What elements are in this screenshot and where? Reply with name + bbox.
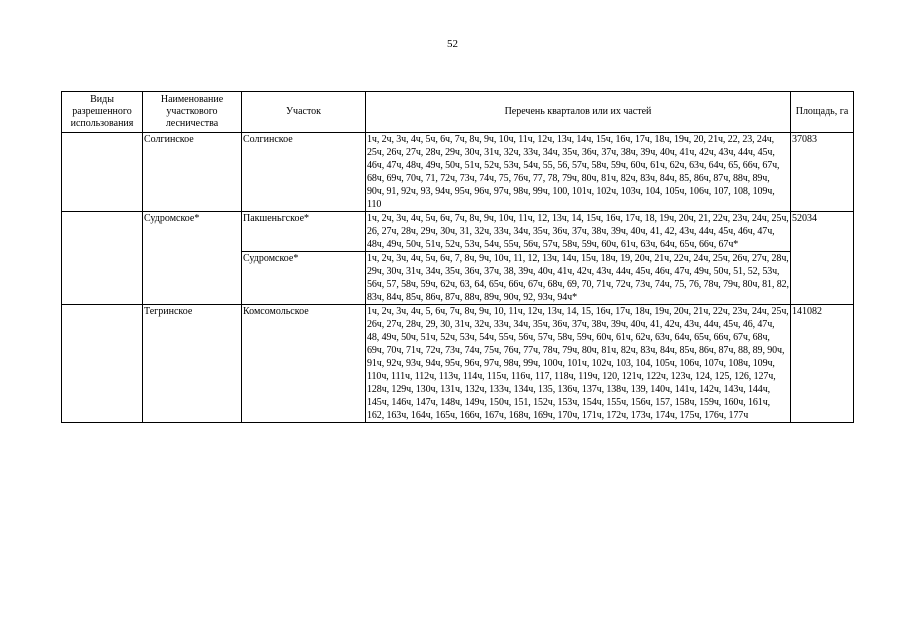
cell-area: 37083 bbox=[791, 133, 854, 212]
cell-quarters: 1ч, 2ч, 3ч, 4ч, 5, 6ч, 7ч, 8ч, 9ч, 10, 11ч, 12ч, 13ч, 14, 15, 16ч, 17ч, 18ч, 19ч, 20ч, 21ч, 22ч, 23ч, 24ч, 25ч, 26ч, 27ч, 28ч, 29, 30, 31ч, 32ч, 33ч, 34ч, 35ч, 36ч, 37ч, 38ч, 39ч, 40ч, 41, 42ч, 43ч, 44ч, 45ч, 46, 47ч, 48, 49ч, 50ч, 51ч, 52ч, 53ч, 54ч, 55ч, 56ч, 57ч, 58ч, 59ч, 60ч, 61ч, 62ч, 63ч, 64ч, 65ч, 66ч, 67ч, 68ч, 69ч, 70ч, 71ч, 72ч, 73ч, 74ч, 75ч, 76ч, 77ч, 78ч, 79ч, 80ч, 81ч, 82ч, 83ч, 84ч, 85ч, 86ч, 87ч, 88, 89, 90ч, 91ч, 92ч, 93ч, 94ч, 95ч, 96ч, 97ч, 98ч, 99ч, 100ч, 101ч, 102ч, 103, 104, 105ч, 106ч, 107ч, 108ч, 109ч, 110ч, 111ч, 112ч, 113ч, 114ч, 115ч, 116ч, 117, 118ч, 119ч, 120, 121ч, 122ч, 123ч, 124, 125, 126, 127ч, 128ч, 129ч, 130ч, 131ч, 132ч, 133ч, 134ч, 135, 136ч, 137ч, 138ч, 139, 140ч, 141ч, 142ч, 143ч, 144ч, 145ч, 146ч, 147ч, 148ч, 149ч, 150ч, 151, 152ч, 153ч, 154ч, 155ч, 156ч, 157, 158ч, 159ч, 160ч, 161ч, 162, 163ч, 164ч, 165ч, 166ч, 167ч, 168ч, 169ч, 170ч, 171ч, 172ч, 173ч, 174ч, 175ч, 176ч, 177ч bbox=[367, 306, 789, 421]
cell-quarters: 1ч, 2ч, 3ч, 4ч, 5ч, 6ч, 7ч, 8ч, 9ч, 10ч, 11ч, 12ч, 13ч, 14ч, 15ч, 16ч, 17ч, 18ч, 19ч, 20, 21ч, 22, 23, 24ч, 25ч, 26ч, 27ч, 28ч, 29ч, 30ч, 31ч, 32ч, 33ч, 34ч, 35ч, 36ч, 37ч, 38ч, 39ч, 40ч, 41ч, 42ч, 43ч, 44ч, 45ч, 46ч, 47ч, 48ч, 49ч, 50ч, 51ч, 52ч, 53ч, 54ч, 55, 56, 57ч, 58ч, 59ч, 60ч, 61ч, 62ч, 63ч, 64ч, 65, 66ч, 67ч, 68ч, 69ч, 70ч, 71, 72ч, 73ч, 74ч, 75, 76ч, 77, 78, 79ч, 80ч, 81ч, 82ч, 83ч, 84ч, 85, 86ч, 87ч, 88ч, 89ч, 90ч, 91, 92ч, 93, 94ч, 95ч, 96ч, 97ч, 98ч, 99ч, 100, 101ч, 102ч, 103ч, 104, 105ч, 106ч, 107, 108, 109ч, 110 bbox=[366, 133, 791, 212]
cell-usage bbox=[62, 305, 143, 423]
cell-section: Солгинское bbox=[242, 133, 366, 212]
header-section: Участок bbox=[242, 92, 366, 133]
table-row bbox=[62, 212, 854, 252]
cell-forestry: Судромское* bbox=[143, 212, 242, 305]
header-forestry-name: Наименование участкового лесничества bbox=[143, 92, 242, 133]
cell-section: Судромское* bbox=[242, 252, 366, 305]
cell-forestry: Тегринское bbox=[143, 305, 242, 423]
cell-section: Комсомольское bbox=[242, 305, 366, 423]
cell-section: Пакшеньгское* bbox=[242, 212, 366, 252]
table-row bbox=[62, 305, 854, 423]
header-usage-type: Виды разрешенного использования bbox=[62, 92, 143, 133]
cell-area: 141082 bbox=[791, 305, 854, 423]
header-area: Площадь, га bbox=[791, 92, 854, 133]
header-quarters-list: Перечень кварталов или их частей bbox=[366, 92, 791, 133]
cell-area: 52034 bbox=[791, 212, 854, 305]
table-header-row bbox=[62, 92, 854, 133]
table-row bbox=[62, 133, 854, 212]
cell-usage bbox=[62, 133, 143, 212]
cell-usage bbox=[62, 212, 143, 305]
cell-quarters: 1ч, 2ч, 3ч, 4ч, 5ч, 6ч, 7, 8ч, 9ч, 10ч, 11, 12, 13ч, 14ч, 15ч, 18ч, 19, 20ч, 21ч, 22ч, 24ч, 25ч, 26ч, 27ч, 28ч, 29ч, 30ч, 31ч, 34ч, 35ч, 36ч, 37ч, 38, 39ч, 40ч, 41ч, 42ч, 43ч, 44ч, 45ч, 46ч, 47ч, 49ч, 50ч, 51, 52, 53ч, 56ч, 57, 58ч, 59ч, 62ч, 63, 64, 65ч, 66ч, 67ч, 68ч, 69, 70, 71ч, 72ч, 73ч, 74ч, 75, 76, 78ч, 79ч, 80ч, 81, 82, 83ч, 84ч, 85ч, 86ч, 87ч, 88ч, 89ч, 90ч, 92, 93ч, 94ч* bbox=[367, 253, 789, 303]
page-number: 52 bbox=[447, 38, 458, 50]
cell-forestry: Солгинское bbox=[143, 133, 242, 212]
quarters-table bbox=[61, 91, 854, 423]
cell-quarters: 1ч, 2ч, 3ч, 4ч, 5ч, 6ч, 7ч, 8ч, 9ч, 10ч, 11ч, 12, 13ч, 14, 15ч, 16ч, 17ч, 18, 19ч, 20ч, 21, 22ч, 23ч, 24ч, 25ч, 26, 27ч, 28ч, 29ч, 30ч, 31, 32ч, 33ч, 34ч, 35ч, 36ч, 37ч, 38ч, 39ч, 40ч, 41, 42, 43ч, 44ч, 45ч, 46ч, 47ч, 48ч, 49ч, 50ч, 51ч, 52ч, 53ч, 54ч, 55ч, 56ч, 57ч, 58ч, 59ч, 60ч, 61ч, 63ч, 64ч, 65ч, 66ч, 67ч* bbox=[367, 213, 789, 250]
